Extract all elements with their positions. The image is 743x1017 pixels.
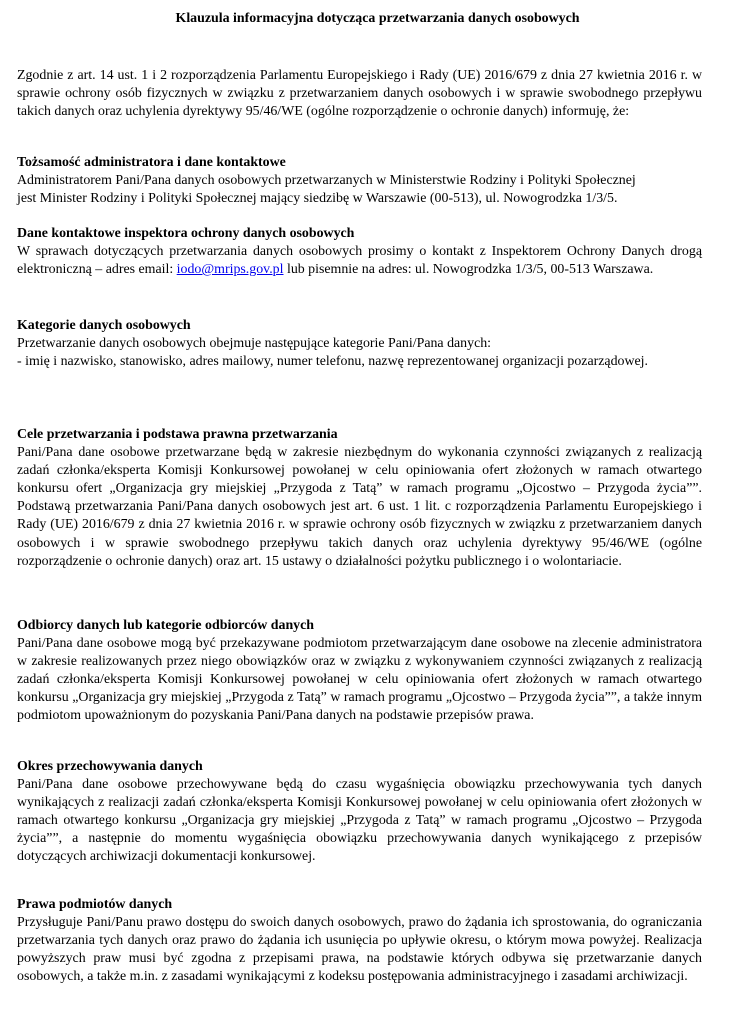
section-recipients — [17, 617, 702, 726]
section-heading: Tożsamość administratora i dane kontaktowe — [17, 155, 286, 170]
categories-line-1: Przetwarzanie danych osobowych obejmuje następujące kategorie Pani/Pana danych: — [17, 336, 492, 352]
inspector-email-link[interactable]: iodo@mrips.gov.pl — [176, 262, 284, 278]
section-heading: Prawa podmiotów danych — [17, 897, 173, 912]
section-purposes — [17, 426, 702, 571]
section-text: Przysługuje Pani/Panu prawo dostępu do swoich danych osobowych, prawo do żądania ich sprostowania, do ograniczania przetwarzania tych danych oraz prawo do żądania ich usunięcia po upływie okresu, o którym mowa powyżej. Realizacja powyższych praw musi być zgodna z przepisami prawa, na podstawie których odbywa się przetwarzanie danych osobowych, a także m.in. z zasadami wynikającymi z kodeksu postępowania administracyjnego i zasadami archiwizacji. — [17, 915, 702, 985]
section-inspector — [17, 225, 702, 279]
inspector-text-before: W sprawach dotyczących przetwarzania danych osobowych prosimy o kontakt z Inspektorem Ochrony Danych drogą elektroniczną – adres email: — [17, 244, 702, 278]
section-heading: Cele przetwarzania i podstawa prawna przetwarzania — [17, 427, 338, 442]
administrator-line-2: jest Minister Rodziny i Polityki Społecznej mający siedzibę w Warszawie (00-513), ul. Nowogrodzka 1/3/5. — [17, 191, 618, 207]
categories-line-2: - imię i nazwisko, stanowisko, adres mailowy, numer telefonu, nazwę reprezentowanej organizacji pozarządowej. — [17, 354, 649, 370]
section-text: Pani/Pana dane osobowe mogą być przekazywane podmiotom przetwarzającym dane osobowe na zlecenie administratora w zakresie realizowanych przez niego obowiązków oraz w związku z wykonywaniem czynności związanych z realizacją zadań członka/eksperta Komisji Konkursowej powołanej w celu opiniowania ofert złożonych w ramach otwartego konkursu „Organizacja gry miejskiej „Przygoda z Tatą” w ramach programu „Ojcostwo – Przygoda życia””, a także innym podmiotom upoważnionym do pozyskania Pani/Pana danych na podstawie przepisów prawa. — [17, 636, 702, 724]
section-text: Pani/Pana dane osobowe przetwarzane będą w zakresie niezbędnym do wykonania czynności związanych z realizacją zadań członka/eksperta Komisji Konkursowej powołanej w celu opiniowania ofert złożonych w ramach otwartego konkursu ofert „Organizacja gry miejskiej „Przygoda z Tatą” w ramach programu „Ojcostwo – Przygoda życia””. Podstawą przetwarzania Pani/Pana danych osobowych jest art. 6 ust. 1 lit. c rozporządzenia Parlamentu Europejskiego i Rady (UE) 2016/679 z dnia 27 kwietnia 2016 r. w sprawie ochrony osób fizycznych w związku z przetwarzaniem danych osobowych i w sprawie swobodnego przepływu takich danych oraz uchylenia dyrektywy 95/46/WE (ogólne rozporządzenie o ochronie danych) oraz art. 15 ustawy o działalności pożytku publicznego i o wolontariacie. — [17, 445, 702, 569]
section-retention — [17, 758, 702, 867]
intro-paragraph: Zgodnie z art. 14 ust. 1 i 2 rozporządzenia Parlamentu Europejskiego i Rady (UE) 2016/679 z dnia 27 kwietnia 2016 r. w sprawie ochrony osób fizycznych w związku z przetwarzaniem danych osobowych i w sprawie swobodnego przepływu takich danych oraz uchylenia dyrektywy 95/46/WE (ogólne rozporządzenie o ochronie danych) informuję, że: — [17, 68, 702, 120]
inspector-text-after: lub pisemnie na adres: ul. Nowogrodzka 1/3/5, 00-513 Warszawa. — [283, 262, 654, 278]
section-heading: Dane kontaktowe inspektora ochrony danych osobowych — [17, 226, 355, 241]
section-categories — [17, 317, 702, 371]
document-title: Klauzula informacyjna dotycząca przetwarzania danych osobowych — [175, 11, 580, 26]
section-heading: Kategorie danych osobowych — [17, 318, 191, 333]
section-heading: Okres przechowywania danych — [17, 759, 203, 774]
section-administrator — [17, 154, 702, 208]
administrator-line-1: Administratorem Pani/Pana danych osobowych przetwarzanych w Ministerstwie Rodziny i Polityki Społecznej — [17, 173, 636, 189]
section-text: Pani/Pana dane osobowe przechowywane będą do czasu wygaśnięcia obowiązku przechowywania tych danych wynikających z realizacji zadań członka/eksperta Komisji Konkursowej powołanej w celu opiniowania ofert złożonych w ramach otwartego konkursu „Organizacja gry miejskiej „Przygoda z Tatą” w ramach programu „Ojcostwo – Przygoda życia””, a następnie do momentu wygaśnięcia obowiązku przechowywania danych wynikającego z przepisów dotyczących archiwizacji dokumentacji konkursowej. — [17, 777, 702, 865]
section-text — [17, 172, 702, 208]
section-rights — [17, 896, 702, 986]
section-text — [17, 243, 702, 279]
section-heading: Odbiorcy danych lub kategorie odbiorców danych — [17, 618, 315, 633]
